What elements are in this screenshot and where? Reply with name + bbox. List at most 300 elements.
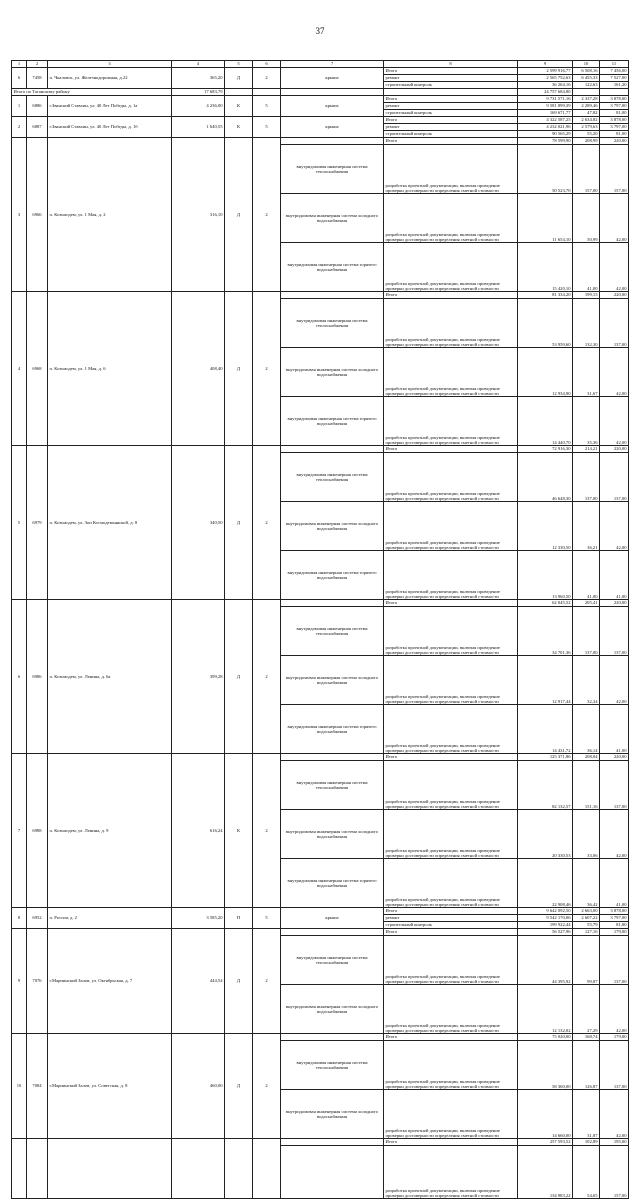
house-address: п. Козьмодем, ул. Зои Космодемьянской, д. 8	[48, 446, 172, 600]
table-row	[12, 138, 629, 145]
cost-per-m2: 126,87	[573, 1041, 600, 1090]
cost-per-m2: 137,00	[573, 453, 600, 502]
work-description: разработка проектной документации, включая проведение проверки достоверности определения сметной стоимости	[384, 1090, 518, 1139]
house-code: 6952	[27, 908, 48, 929]
house-category: 2	[253, 600, 281, 754]
cost-total: 4 322 587,25	[518, 117, 573, 124]
cost-label: Итого	[384, 68, 518, 75]
engineering-system: внутридомовая инженерная система горячего водоснабжения	[281, 551, 384, 600]
column-header-2: 2	[27, 61, 48, 68]
cost-label: Итого	[384, 908, 518, 915]
house-area: 1 640,55	[172, 117, 225, 138]
work-description: разработка проектной документации, включая проведение проверки достоверности определения сметной стоимости	[384, 453, 518, 502]
house-address: п. Чкаловск, ул. Железнодорожная, д.22	[48, 68, 172, 89]
cost-total: 50 523,70	[518, 145, 573, 194]
cost-label: строительный контроль	[384, 131, 518, 138]
cost-limit: 42,00	[600, 1090, 629, 1139]
cost-label: ремонт	[384, 915, 518, 922]
house-code: 6887	[27, 117, 48, 138]
cost-per-m2: 199,15	[573, 292, 600, 299]
row-number: 3	[12, 138, 27, 292]
cost-total: 257 593,52	[518, 1139, 573, 1146]
house-class: Д	[225, 138, 253, 292]
house-class: Д	[225, 1034, 253, 1139]
row-number: 9	[12, 929, 27, 1034]
cost-per-m2: 27,29	[573, 985, 600, 1034]
table-row	[12, 908, 629, 915]
cost-limit: 42,00	[600, 656, 629, 705]
cell	[281, 89, 384, 96]
cost-total: 12 934,90	[518, 348, 573, 397]
row-number: 1	[12, 96, 27, 117]
cost-label: строительный контроль	[384, 110, 518, 117]
cost-total: 44 395,92	[518, 936, 573, 985]
house-code: 6979	[27, 446, 48, 600]
cost-limit: 137,00	[600, 1041, 629, 1090]
cost-per-m2: 2 337,28	[573, 96, 600, 103]
cost-limit: 220,00	[600, 138, 629, 145]
cost-limit: 3 797,00	[600, 915, 629, 922]
work-description: разработка проектной документации, включая проведение проверки достоверности определения сметной стоимости	[384, 348, 518, 397]
engineering-system: внутридомовая инженерная система теплоснабжения	[281, 607, 384, 656]
cell	[281, 1034, 384, 1041]
cost-total: 2 565 752,63	[518, 75, 573, 82]
column-header-7: 7	[281, 61, 384, 68]
cost-label: ремонт	[384, 103, 518, 110]
cost-total: 12 132,02	[518, 985, 573, 1034]
cost-label: строительный контроль	[384, 82, 518, 89]
cost-per-m2: 157,00	[573, 145, 600, 194]
cost-total: 14 431,72	[518, 705, 573, 754]
table-row	[12, 1139, 629, 1146]
cost-total: 9 542 170,06	[518, 915, 573, 922]
cell	[384, 89, 518, 96]
table-row	[12, 117, 629, 124]
house-category: 2	[253, 68, 281, 89]
work-description: разработка проектной документации, включая проведение проверки достоверности определения сметной стоимости	[384, 397, 518, 446]
house-area: 316,10	[172, 138, 225, 292]
house-area: 460,00	[172, 1034, 225, 1139]
cost-limit: 42,00	[600, 397, 629, 446]
cost-total: 9 731 571,16	[518, 96, 573, 103]
column-header-1: 1	[12, 61, 27, 68]
works-table	[11, 60, 629, 1199]
house-address: п. Козьмодем, ул. Ленина, д. 9	[48, 754, 172, 908]
row-number: 6	[12, 68, 27, 89]
cell	[281, 292, 384, 299]
cost-limit: 3 878,00	[600, 908, 629, 915]
column-header-4: 4	[172, 61, 225, 68]
cost-limit: 195,00	[600, 1139, 629, 1146]
cost-total: 9 642 092,50	[518, 908, 573, 915]
cost-limit: 41,00	[600, 705, 629, 754]
cost-limit: 42,00	[600, 985, 629, 1034]
cost-per-m2: 47,82	[573, 110, 600, 117]
engineering-system: внутридомовая инженерная система горячего водоснабжения	[281, 705, 384, 754]
cost-label: Итого	[384, 96, 518, 103]
cost-per-m2: 32,34	[573, 656, 600, 705]
house-category: 2	[253, 446, 281, 600]
cost-total: 14 440,70	[518, 397, 573, 446]
district-total-label: Итого по Таганскому району	[12, 89, 172, 96]
cost-per-m2: 2 634,82	[573, 117, 600, 124]
work-description: разработка проектной документации, включая проведение проверки достоверности определения сметной стоимости	[384, 607, 518, 656]
house-code: 6988	[27, 754, 48, 908]
house-address: г.Мариинский Залов, ул. Советская, д. 8	[48, 1034, 172, 1139]
engineering-system: внутридомовая инженерная система холодного водоснабжения	[281, 810, 384, 859]
engineering-system: внутридомовая инженерная система холодного водоснабжения	[281, 656, 384, 705]
cost-limit: 3 878,00	[600, 96, 629, 103]
cost-per-m2: 31,67	[573, 348, 600, 397]
cost-per-m2: 2 289,46	[573, 103, 600, 110]
cost-per-m2: 41,00	[573, 551, 600, 600]
house-address: п. Козьмодем, ул. 1 Мая, д. 6	[48, 292, 172, 446]
cost-limit: 3 797,00	[600, 124, 629, 131]
cost-total: 58 360,00	[518, 1041, 573, 1090]
engineering-system: внутридомовая инженерная система горячего водоснабжения	[281, 859, 384, 908]
row-number: 10	[12, 1034, 27, 1139]
cost-per-m2: 127,16	[573, 929, 600, 936]
engineering-system: внутридомовая инженерная система холодного водоснабжения	[281, 348, 384, 397]
cost-per-m2: 122,63	[573, 82, 600, 89]
engineering-system: внутридомовая инженерная система теплоснабжения	[281, 761, 384, 810]
house-category: 2	[253, 292, 281, 446]
cost-total: 169 671,77	[518, 110, 573, 117]
table-row	[12, 1034, 629, 1041]
cost-total: 12 330,50	[518, 502, 573, 551]
cost-total: 11 654,10	[518, 194, 573, 243]
cost-per-m2: 151,16	[573, 761, 600, 810]
house-address: г.Званский Ставхин, ул. 40 Лет Победы, д. 1б	[48, 117, 172, 138]
cost-limit: 161,20	[600, 82, 629, 89]
cost-limit: 42,00	[600, 348, 629, 397]
cost-label: Итого	[384, 600, 518, 607]
work-description: разработка проектной документации, включая проведение проверки достоверности определения сметной стоимости	[384, 243, 518, 292]
engineering-system: внутридомовая инженерная система теплоснабжения	[281, 145, 384, 194]
house-code: 6968	[27, 292, 48, 446]
cost-limit: 137,00	[600, 299, 629, 348]
column-header-9: 9	[518, 61, 573, 68]
cost-limit: 81,00	[600, 922, 629, 929]
work-description: разработка проектной документации, включая проведение проверки достоверности определения сметной стоимости	[384, 810, 518, 859]
cost-per-m2: 41,00	[573, 243, 600, 292]
cell	[281, 446, 384, 453]
cost-total: 56 527,96	[518, 929, 573, 936]
cost-per-m2: 54,65	[573, 1146, 600, 1199]
house-category: 2	[253, 754, 281, 908]
house-class: Д	[225, 68, 253, 89]
cost-total: 4 232 021,96	[518, 124, 573, 131]
house-category: 2	[253, 138, 281, 292]
cost-label: ремонт	[384, 124, 518, 131]
house-area: 365,20	[172, 68, 225, 89]
engineering-system: внутридомовая инженерная система холодного водоснабжения	[281, 194, 384, 243]
cost-limit: 81,00	[600, 110, 629, 117]
house-area: 4 236,00	[172, 96, 225, 117]
cost-limit: 3 878,00	[600, 117, 629, 124]
cost-limit: 220,00	[600, 292, 629, 299]
house-class: К	[225, 117, 253, 138]
engineering-system: внутридомовая инженерная система теплоснабжения	[281, 299, 384, 348]
work-type: крыша	[281, 117, 384, 138]
house-area: 444,54	[172, 929, 225, 1034]
cost-label: Итого	[384, 117, 518, 124]
cost-per-m2: 36,21	[573, 502, 600, 551]
house-class: К	[225, 754, 253, 908]
engineering-system	[281, 1146, 384, 1199]
cost-limit: 42,00	[600, 243, 629, 292]
page-number: 37	[315, 26, 325, 36]
cost-label: Итого	[384, 929, 518, 936]
cost-label: Итого	[384, 754, 518, 761]
work-description: разработка проектной документации, включая проведение проверки достоверности определения сметной стоимости	[384, 551, 518, 600]
engineering-system: внутридомовая инженерная система холодного водоснабжения	[281, 985, 384, 1034]
cost-limit: 179,00	[600, 929, 629, 936]
house-code	[27, 1139, 48, 1199]
cost-limit: 137,00	[600, 936, 629, 985]
cost-label: ремонт	[384, 75, 518, 82]
cost-label: Итого	[384, 1139, 518, 1146]
work-description: разработка проектной документации, включая проведение проверки достоверности определения сметной стоимости	[384, 985, 518, 1034]
house-class: Д	[225, 600, 253, 754]
cost-limit: 220,00	[600, 446, 629, 453]
cost-total: 12 917,44	[518, 656, 573, 705]
row-number: 2	[12, 117, 27, 138]
cost-limit: 157,00	[600, 1146, 629, 1199]
house-category: 2	[253, 929, 281, 1034]
cost-limit: 81,00	[600, 131, 629, 138]
cell	[600, 89, 629, 96]
house-class: К	[225, 96, 253, 117]
cost-per-m2: 2 663,00	[573, 908, 600, 915]
house-code: 7458	[27, 68, 48, 89]
engineering-system: внутридомовая инженерная система теплоснабжения	[281, 936, 384, 985]
house-category: 5	[253, 908, 281, 929]
work-description: разработка проектной документации, включая проведение проверки достоверности определения сметной стоимости	[384, 936, 518, 985]
house-address: п. Россия, д. 2	[48, 908, 172, 929]
cost-total: 46 648,30	[518, 453, 573, 502]
cost-per-m2: 102,89	[573, 1139, 600, 1146]
cost-label: строительный контроль	[384, 922, 518, 929]
house-class	[225, 1139, 253, 1199]
work-description: разработка проектной документации, включая проведение проверки достоверности определения сметной стоимости	[384, 1146, 518, 1199]
work-type: крыша	[281, 908, 384, 929]
cost-per-m2: 2 579,63	[573, 124, 600, 131]
house-area: 616,24	[172, 754, 225, 908]
cost-total: 82 132,57	[518, 761, 573, 810]
cell	[281, 1139, 384, 1146]
engineering-system: внутридомовая инженерная система холодного водоснабжения	[281, 1090, 384, 1139]
house-class: Д	[225, 929, 253, 1034]
work-description: разработка проектной документации, включая проведение проверки достоверности определения сметной стоимости	[384, 761, 518, 810]
cost-per-m2: 208,99	[573, 138, 600, 145]
cost-total: 34 701,36	[518, 607, 573, 656]
table-row	[12, 61, 629, 68]
cost-total: 75 020,00	[518, 1034, 573, 1041]
house-address	[48, 1139, 172, 1199]
cost-per-m2: 36,42	[573, 859, 600, 908]
cost-label: Итого	[384, 1034, 518, 1041]
house-area: 399,28	[172, 600, 225, 754]
house-address: п. Козьмодем, ул. 1 Мая, д. 2	[48, 138, 172, 292]
row-number: 6	[12, 600, 27, 754]
cost-per-m2: 50,99	[573, 194, 600, 243]
cost-per-m2: 137,00	[573, 607, 600, 656]
engineering-system: внутридомовая инженерная система теплоснабжения	[281, 453, 384, 502]
house-address: п. Козьмодем, ул. Ленина, д. 6а	[48, 600, 172, 754]
house-address: г.Мариинский Залов, ул. Октябрьская, д. 7	[48, 929, 172, 1034]
cell	[281, 138, 384, 145]
work-type: крыша	[281, 96, 384, 117]
table-row	[12, 68, 629, 75]
cell	[573, 89, 600, 96]
cost-total: 14 660,00	[518, 1090, 573, 1139]
cell	[281, 929, 384, 936]
cost-limit: 220,00	[600, 754, 629, 761]
cost-total: 81 334,20	[518, 292, 573, 299]
cell	[281, 600, 384, 607]
cost-limit: 137,00	[600, 453, 629, 502]
house-category: 2	[253, 1034, 281, 1139]
work-description: разработка проектной документации, включая проведение проверки достоверности определения сметной стоимости	[384, 194, 518, 243]
cost-limit: 220,00	[600, 600, 629, 607]
work-description: разработка проектной документации, включая проведение проверки достоверности определения сметной стоимости	[384, 656, 518, 705]
cost-limit: 7 456,00	[600, 68, 629, 75]
house-category: 5	[253, 96, 281, 117]
house-address: г.Званский Ставхин, ул. 40 Лет Победы, д. 1а	[48, 96, 172, 117]
cost-per-m2: 132,30	[573, 299, 600, 348]
house-code: 7084	[27, 1034, 48, 1139]
cost-per-m2: 6 455,33	[573, 75, 600, 82]
cost-per-m2: 36,14	[573, 705, 600, 754]
house-area: 408,40	[172, 292, 225, 446]
cost-label: Итого	[384, 292, 518, 299]
cost-limit: 42,00	[600, 810, 629, 859]
cost-total: 62 045,52	[518, 600, 573, 607]
cell	[281, 754, 384, 761]
column-header-10: 10	[573, 61, 600, 68]
house-code: 6886	[27, 96, 48, 117]
cost-per-m2: 35,36	[573, 397, 600, 446]
table-row	[12, 929, 629, 936]
cost-total: 9 581 899,39	[518, 103, 573, 110]
table-row	[12, 292, 629, 299]
cost-total: 90 565,29	[518, 131, 573, 138]
cost-per-m2: 31,87	[573, 1090, 600, 1139]
column-header-8: 8	[384, 61, 518, 68]
cost-per-m2: 6 508,16	[573, 68, 600, 75]
column-header-11: 11	[600, 61, 629, 68]
table-row	[12, 754, 629, 761]
cost-total: 22 908,46	[518, 859, 573, 908]
work-description: разработка проектной документации, включая проведение проверки достоверности определения сметной стоимости	[384, 705, 518, 754]
cost-limit: 137,00	[600, 607, 629, 656]
table-row	[12, 446, 629, 453]
cost-per-m2: 208,04	[573, 754, 600, 761]
column-header-5: 5	[225, 61, 253, 68]
cost-limit: 42,00	[600, 502, 629, 551]
house-class: Д	[225, 292, 253, 446]
table-row	[12, 96, 629, 103]
cost-per-m2: 168,74	[573, 1034, 600, 1041]
cost-total: 36 264,16	[518, 82, 573, 89]
cost-total: 134 983,22	[518, 1146, 573, 1199]
house-code: 6986	[27, 600, 48, 754]
district-total-area: 17 683,79	[172, 89, 225, 96]
work-type: крыша	[281, 68, 384, 89]
cost-total: 2 599 916,77	[518, 68, 573, 75]
cost-per-m2: 55,79	[573, 922, 600, 929]
row-number: 8	[12, 908, 27, 929]
engineering-system: внутридомовая инженерная система теплоснабжения	[281, 1041, 384, 1090]
cell	[253, 89, 281, 96]
house-code: 6966	[27, 138, 48, 292]
row-number: 5	[12, 446, 27, 600]
house-area: 3 585,20	[172, 908, 225, 929]
cost-total: 13 960,50	[518, 551, 573, 600]
house-area: 340,50	[172, 446, 225, 600]
cost-limit: 41,00	[600, 859, 629, 908]
engineering-system: внутридомовая инженерная система холодного водоснабжения	[281, 502, 384, 551]
work-description: разработка проектной документации, включая проведение проверки достоверности определения сметной стоимости	[384, 1041, 518, 1090]
cost-per-m2: 205,41	[573, 600, 600, 607]
column-header-3: 3	[48, 61, 172, 68]
engineering-system: внутридомовая инженерная система горячего водоснабжения	[281, 243, 384, 292]
cost-limit: 157,00	[600, 145, 629, 194]
cost-total: 78 599,90	[518, 138, 573, 145]
work-description: разработка проектной документации, включая проведение проверки достоверности определения сметной стоимости	[384, 502, 518, 551]
row-number: 7	[12, 754, 27, 908]
house-code: 7076	[27, 929, 48, 1034]
cost-total: 199 922,44	[518, 922, 573, 929]
house-class: П	[225, 908, 253, 929]
cost-total: 15 420,10	[518, 243, 573, 292]
table-row	[12, 89, 629, 96]
cost-label: Итого	[384, 446, 518, 453]
cost-label: Итого	[384, 138, 518, 145]
house-class: Д	[225, 446, 253, 600]
cost-per-m2: 55,20	[573, 131, 600, 138]
cost-total: 53 959,60	[518, 299, 573, 348]
work-description: разработка проектной документации, включая проведение проверки достоверности определения сметной стоимости	[384, 859, 518, 908]
cost-limit: 7 527,00	[600, 75, 629, 82]
cell	[225, 89, 253, 96]
cost-limit: 3 797,00	[600, 103, 629, 110]
work-description: разработка проектной документации, включая проведение проверки достоверности определения сметной стоимости	[384, 145, 518, 194]
cost-limit: 42,00	[600, 194, 629, 243]
table-row	[12, 600, 629, 607]
house-category: 5	[253, 117, 281, 138]
column-header-6: 6	[253, 61, 281, 68]
row-number: 4	[12, 292, 27, 446]
cost-total: 20 330,53	[518, 810, 573, 859]
cost-limit: 137,00	[600, 761, 629, 810]
house-area	[172, 1139, 225, 1199]
cost-total: 72 916,30	[518, 446, 573, 453]
work-description: разработка проектной документации, включая проведение проверки достоверности определения сметной стоимости	[384, 299, 518, 348]
row-number	[12, 1139, 27, 1199]
cost-per-m2: 99,87	[573, 936, 600, 985]
cost-limit: 41,00	[600, 551, 629, 600]
district-total-cost: 24 757 684,80	[518, 89, 573, 96]
cost-limit: 179,00	[600, 1034, 629, 1041]
cost-per-m2: 2 607,22	[573, 915, 600, 922]
engineering-system: внутридомовая инженерная система горячего водоснабжения	[281, 397, 384, 446]
house-category	[253, 1139, 281, 1199]
cost-total: 125 371,86	[518, 754, 573, 761]
cost-per-m2: 214,21	[573, 446, 600, 453]
cost-per-m2: 33,06	[573, 810, 600, 859]
